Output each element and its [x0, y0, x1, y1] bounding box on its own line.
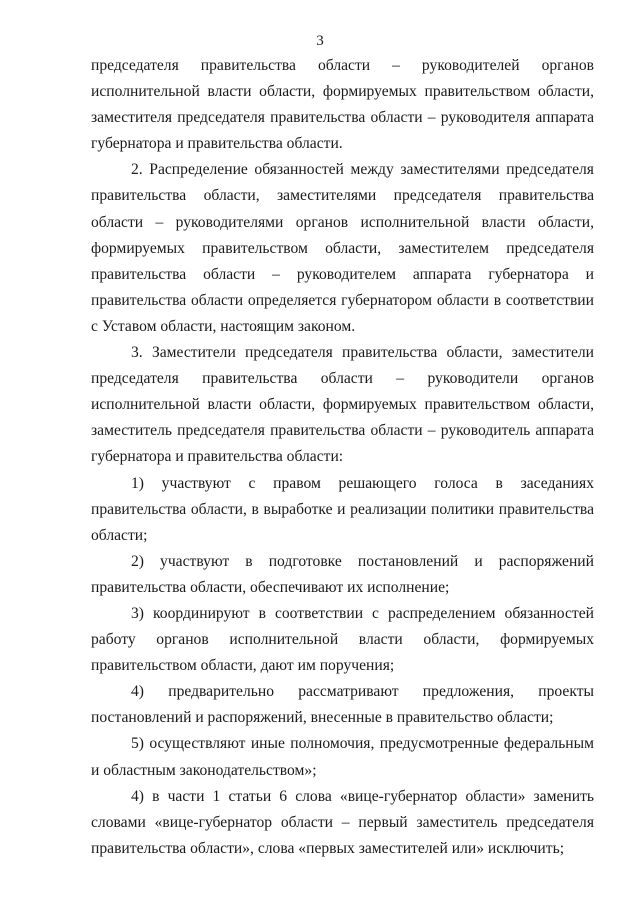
paragraph-continuation: председателя правительства области – руководителей органов исполнительной власти области, формируемых правительством области, заместителя председателя правительства области – руководителя аппарата губернатора и правительства области.	[91, 57, 594, 153]
amendment-item-4: 4) в части 1 статьи 6 слова «вице-губернатор области» заменить словами «вице-губернатор области – первый заместитель председателя правительства области», слова «первых заместителей или» исключить;	[91, 787, 594, 857]
paragraph-2: 2. Распределение обязанностей между заместителями председателя правительства области, заместителями председателя правительства области – руководителями органов исполнительной власти области, формируемых правительством области, заместителем председателя правительства области – руководителем аппарата губернатора и правительства области определяется губернатором области в соответствии с Уставом области, настоящим законом.	[91, 161, 594, 335]
list-item-4: 4) предварительно рассматривают предложения, проекты постановлений и распоряжений, внесенные в правительство области;	[91, 683, 594, 727]
list-item-5: 5) осуществляют иные полномочия, предусмотренные федеральным и областным законодательством»;	[91, 735, 594, 779]
page-number: 3	[316, 33, 324, 49]
list-item-3: 3) координируют в соответствии с распределением обязанностей работу органов исполнительной власти области, формируемых правительством области, дают им поручения;	[91, 604, 594, 675]
list-item-2: 2) участвуют в подготовке постановлений и распоряжений правительства области, обеспечивают их исполнение;	[91, 552, 594, 596]
list-item-1: 1) участвуют с правом решающего голоса в заседаниях правительства области, в выработке и реализации политики правительства области;	[91, 474, 594, 544]
document-body	[91, 53, 594, 862]
paragraph-3: 3. Заместители председателя правительства области, заместители председателя правительства области – руководители органов исполнительной власти области, формируемых правительством области, заместитель председателя правительства области – руководитель аппарата губернатора и правительства области:	[91, 344, 594, 466]
